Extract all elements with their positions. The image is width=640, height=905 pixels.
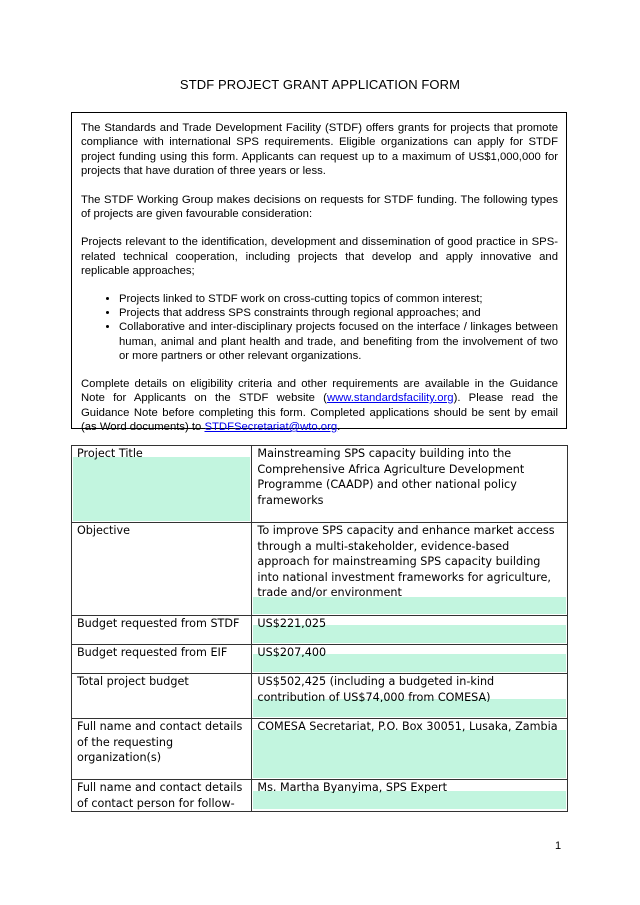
secretariat-email-link[interactable]: STDFSecretariat@wto.org xyxy=(204,420,338,433)
intro-paragraph-2: The STDF Working Group makes decisions on requests for STDF funding. The following types of projects are given favourable consideration: xyxy=(81,193,558,221)
row-label: Budget requested from STDF xyxy=(77,617,240,630)
row-value: Ms. Martha Byanyima, SPS Expert xyxy=(257,781,448,793)
project-title-label-cell xyxy=(72,446,252,523)
requesting-org-label-cell xyxy=(72,719,252,780)
row-label: Budget requested from EIF xyxy=(77,646,228,659)
intro-paragraph-3: Projects relevant to the identification, development and dissemination of good practice in SPS-related technical cooperation, including projects that develop and apply innovative and replicable approaches; xyxy=(81,236,558,278)
objective-field[interactable] xyxy=(252,523,568,616)
row-label: Full name and contact details of contact person for follow- xyxy=(77,781,243,810)
list-item: • Projects linked to STDF work on cross-cutting topics of common interest; xyxy=(119,292,558,306)
intro-text: Complete details on eligibility criteria and other requirements are available in the Guidance Note for Applicants on the STDF website ( xyxy=(81,377,558,405)
intro-text: ). Please read the Guidance Note before completing this form. Completed applications should be sent by email (as Word documents) to xyxy=(81,392,558,433)
contact-person-label-cell xyxy=(72,780,252,812)
table-row xyxy=(72,674,568,719)
row-value: To improve SPS capacity and enhance market access through a multi-stakeholder, evidence-based approach for mainstreaming SPS capacity building into national investment frameworks for agriculture, trade and/or environment xyxy=(257,524,555,599)
stdf-website-link[interactable]: www.standardsfacility.org xyxy=(326,392,454,405)
form-title: STDF PROJECT GRANT APPLICATION FORM xyxy=(179,77,461,92)
table-row xyxy=(72,616,568,645)
row-value: US$502,425 (including a budgeted in-kind contribution of US$74,000 from COMESA) xyxy=(257,675,495,702)
row-label: Full name and contact details of the requesting organization(s) xyxy=(77,720,243,765)
table-row xyxy=(72,523,568,616)
budget-stdf-label-cell xyxy=(72,616,252,645)
total-budget-label-cell xyxy=(72,674,252,719)
row-value: COMESA Secretariat, P.O. Box 30051, Lusaka, Zambia xyxy=(257,720,558,732)
table-row xyxy=(72,446,568,523)
row-value: US$221,025 xyxy=(257,617,327,628)
budget-eif-field[interactable] xyxy=(252,645,568,674)
contact-person-field[interactable] xyxy=(252,780,568,812)
table-row xyxy=(72,719,568,780)
intro-paragraph-1: The Standards and Trade Development Facility (STDF) offers grants for projects that promote compliance with international SPS requirements. Eligible organizations can apply for STDF project funding using this form. Applicants can request up to a maximum of US$1,000,000 for projects that have duration of three years or less. xyxy=(81,122,558,178)
intro-box xyxy=(71,112,567,433)
row-value: Mainstreaming SPS capacity building into the Comprehensive Africa Agriculture Development Programme (CAADP) and other national policy frameworks xyxy=(257,447,525,507)
project-title-field[interactable] xyxy=(252,446,568,523)
row-label: Project Title xyxy=(77,447,143,460)
page-number: 1 xyxy=(555,840,562,852)
table-row xyxy=(72,780,568,812)
field-shading xyxy=(253,597,566,614)
row-label: Objective xyxy=(77,524,131,537)
field-shading xyxy=(253,791,566,809)
list-item: • Projects that address SPS constraints through regional approaches; and xyxy=(119,306,558,320)
field-shading xyxy=(73,457,250,521)
budget-stdf-field[interactable] xyxy=(252,616,568,645)
field-shading xyxy=(253,730,566,778)
row-value: US$207,400 xyxy=(257,646,327,657)
list-item: • Collaborative and inter-disciplinary projects focused on the interface / linkages between human, animal and plant health and trade, and benefiting from the involvement of two or more partners or other relevant organizations. xyxy=(119,320,558,363)
requesting-org-field[interactable] xyxy=(252,719,568,780)
budget-eif-label-cell xyxy=(72,645,252,674)
table-row xyxy=(72,645,568,674)
intro-text: . xyxy=(337,420,341,433)
total-budget-field[interactable] xyxy=(252,674,568,719)
objective-label-cell xyxy=(72,523,252,616)
intro-paragraph-4 xyxy=(81,377,558,435)
row-label: Total project budget xyxy=(77,675,189,688)
application-form-table xyxy=(71,445,568,812)
project-types-list xyxy=(81,292,558,364)
